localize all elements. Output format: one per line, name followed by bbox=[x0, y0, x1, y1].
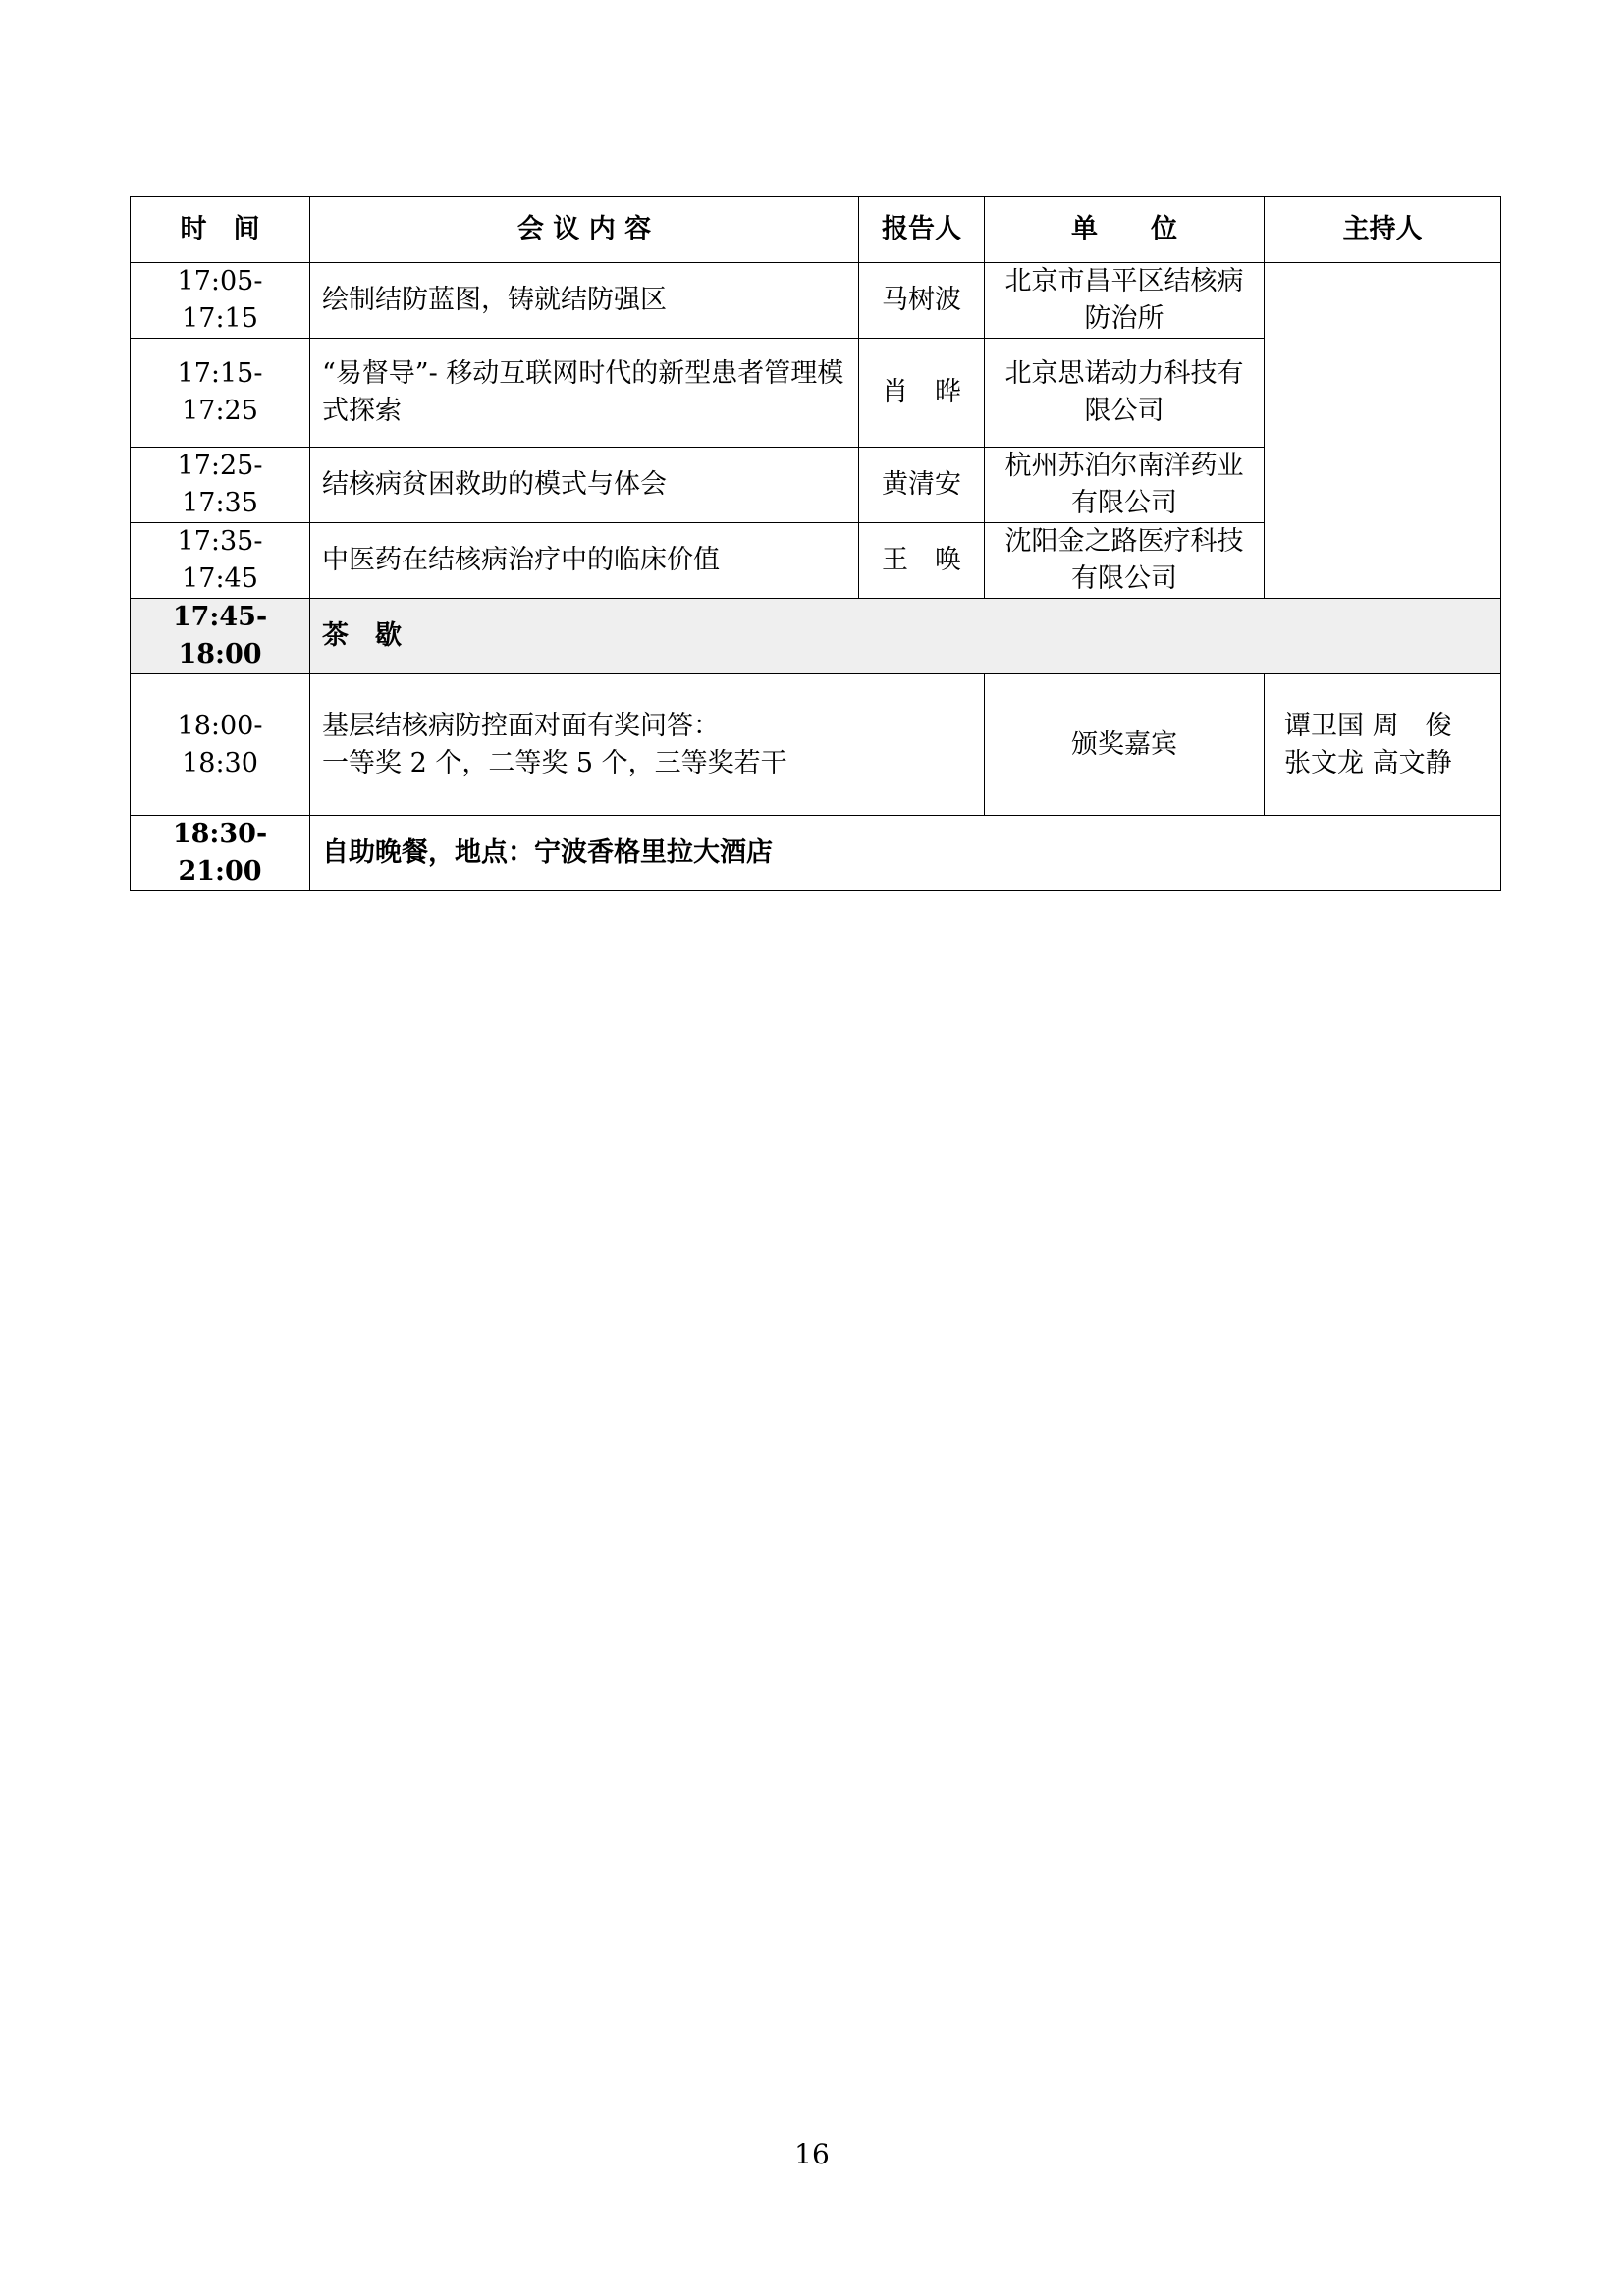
row-speaker: 王 唤 bbox=[859, 523, 985, 599]
header-host: 主持人 bbox=[1265, 197, 1501, 263]
quiz-presenter: 颁奖嘉宾 bbox=[985, 674, 1265, 816]
table-header-row bbox=[131, 197, 1501, 263]
header-speaker: 报告人 bbox=[859, 197, 985, 263]
break-row bbox=[131, 599, 1501, 674]
schedule-table bbox=[130, 196, 1501, 891]
table-row bbox=[131, 263, 1501, 339]
row-speaker: 黄清安 bbox=[859, 448, 985, 523]
dinner-row bbox=[131, 816, 1501, 891]
row-content: “易督导”- 移动互联网时代的新型患者管理模式探索 bbox=[310, 339, 859, 448]
dinner-content: 自助晚餐，地点：宁波香格里拉大酒店 bbox=[310, 816, 1501, 891]
quiz-prizes: 一等奖 2 个，二等奖 5 个，三等奖若干 bbox=[322, 747, 787, 778]
header-content: 会 议 内 容 bbox=[310, 197, 859, 263]
row-speaker: 马树波 bbox=[859, 263, 985, 339]
header-unit: 单 位 bbox=[985, 197, 1265, 263]
row-unit: 北京思诺动力科技有限公司 bbox=[985, 339, 1265, 448]
row-time: 17:15-17:25 bbox=[131, 339, 310, 448]
page-number: 16 bbox=[794, 2138, 830, 2170]
quiz-hosts-line1: 谭卫国 周 俊 bbox=[1284, 710, 1452, 741]
quiz-hosts-line2: 张文龙 高文静 bbox=[1284, 747, 1452, 778]
row-unit: 杭州苏泊尔南洋药业有限公司 bbox=[985, 448, 1265, 523]
row-unit: 沈阳金之路医疗科技有限公司 bbox=[985, 523, 1265, 599]
header-time: 时 间 bbox=[131, 197, 310, 263]
quiz-title: 基层结核病防控面对面有奖问答： bbox=[322, 710, 720, 741]
quiz-content bbox=[310, 674, 985, 816]
break-time: 17:45-18:00 bbox=[131, 599, 310, 674]
row-content: 绘制结防蓝图，铸就结防强区 bbox=[310, 263, 859, 339]
quiz-time: 18:00-18:30 bbox=[131, 674, 310, 816]
row-time: 17:35-17:45 bbox=[131, 523, 310, 599]
row-speaker: 肖 晔 bbox=[859, 339, 985, 448]
dinner-time: 18:30-21:00 bbox=[131, 816, 310, 891]
quiz-row bbox=[131, 674, 1501, 816]
row-time: 17:25-17:35 bbox=[131, 448, 310, 523]
row-unit: 北京市昌平区结核病防治所 bbox=[985, 263, 1265, 339]
row-content: 结核病贫困救助的模式与体会 bbox=[310, 448, 859, 523]
host-cell-empty bbox=[1265, 263, 1501, 599]
quiz-hosts bbox=[1265, 674, 1501, 816]
row-time: 17:05-17:15 bbox=[131, 263, 310, 339]
break-content: 茶 歇 bbox=[310, 599, 1501, 674]
row-content: 中医药在结核病治疗中的临床价值 bbox=[310, 523, 859, 599]
